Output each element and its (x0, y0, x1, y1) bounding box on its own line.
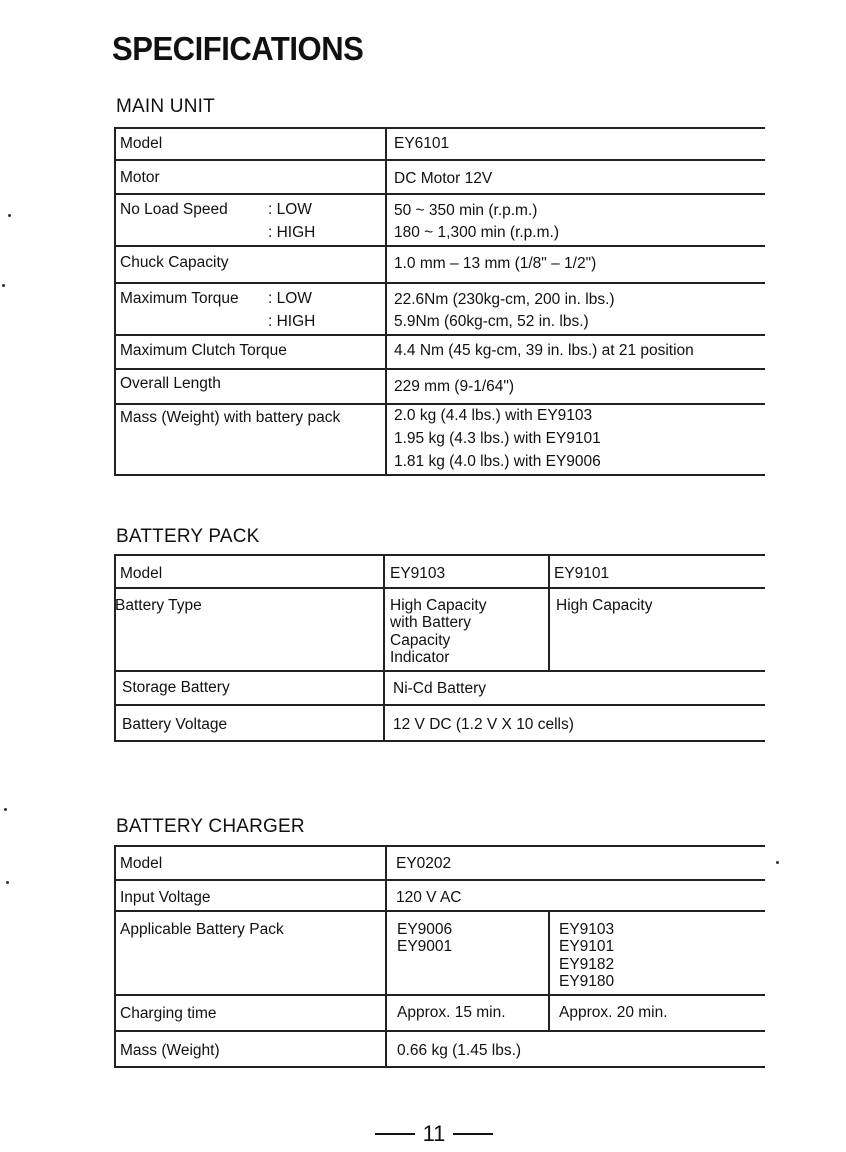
length-label: Overall Length (120, 375, 221, 392)
charging-b: Approx. 20 min. (559, 1004, 668, 1021)
mass-value: 1.95 kg (4.3 lbs.) with EY9101 (394, 430, 601, 447)
page-number (368, 1121, 500, 1147)
table-rule (383, 554, 385, 741)
speed-high-label: : HIGH (268, 224, 316, 241)
table-rule (114, 334, 765, 336)
model-label: Model (120, 135, 163, 152)
clutch-label: Maximum Clutch Torque (120, 342, 287, 359)
applicable-label: Applicable Battery Pack (120, 921, 284, 938)
table-rule (548, 554, 550, 671)
table-rule (114, 127, 116, 475)
storage-label: Storage Battery (122, 679, 230, 696)
charging-a: Approx. 15 min. (397, 1004, 506, 1021)
scan-mark (8, 214, 11, 217)
chuck-label: Chuck Capacity (120, 254, 229, 271)
voltage-value: 12 V DC (1.2 V X 10 cells) (393, 716, 574, 733)
speed-low-label: : LOW (268, 201, 312, 218)
page-number-text: 11 (422, 1121, 446, 1146)
battery-charger-heading: BATTERY CHARGER (116, 816, 305, 837)
battery-type-b: High Capacity (556, 597, 653, 614)
clutch-value: 4.4 Nm (45 kg-cm, 39 in. lbs.) at 21 position (394, 342, 694, 359)
speed-low-value: 50 ~ 350 min (r.p.m.) (394, 202, 538, 219)
battery-type-a: High Capacity (390, 597, 487, 614)
scan-mark (2, 284, 5, 287)
length-value: 229 mm (9-1/64") (394, 378, 515, 395)
table-rule (114, 368, 765, 370)
input-voltage-value: 120 V AC (396, 889, 462, 906)
battery-model-label: Model (120, 565, 163, 582)
torque-low-label: : LOW (268, 290, 312, 307)
charger-mass-value: 0.66 kg (1.45 lbs.) (397, 1042, 522, 1059)
table-rule (114, 1066, 765, 1068)
torque-low-value: 22.6Nm (230kg-cm, 200 in. lbs.) (394, 291, 615, 308)
charger-model-value: EY0202 (396, 855, 452, 872)
applicable-b: EY9101 (559, 938, 615, 955)
table-rule (114, 845, 116, 1067)
main-unit-heading: MAIN UNIT (116, 96, 215, 117)
battery-type-a: with Battery (390, 614, 471, 631)
table-rule (114, 587, 765, 589)
scan-mark (776, 861, 779, 864)
charging-label: Charging time (120, 1005, 217, 1022)
applicable-b: EY9182 (559, 956, 615, 973)
charger-model-label: Model (120, 855, 163, 872)
table-rule (114, 282, 765, 284)
model-value: EY6101 (394, 135, 450, 152)
mass-value: 1.81 kg (4.0 lbs.) with EY9006 (394, 453, 601, 470)
dash-right (453, 1133, 493, 1135)
applicable-b: EY9103 (559, 921, 615, 938)
table-rule (548, 910, 550, 1031)
battery-model-b: EY9101 (554, 565, 610, 582)
battery-type-a: Capacity (390, 632, 451, 649)
table-rule (114, 403, 765, 405)
motor-value: DC Motor 12V (394, 170, 493, 187)
input-voltage-label: Input Voltage (120, 889, 211, 906)
mass-value: 2.0 kg (4.4 lbs.) with EY9103 (394, 407, 593, 424)
table-rule (114, 910, 765, 912)
speed-label: No Load Speed (120, 201, 228, 218)
dash-left (375, 1133, 415, 1135)
table-rule (114, 704, 765, 706)
table-rule (114, 1030, 765, 1032)
table-rule (114, 245, 765, 247)
table-rule (114, 740, 765, 742)
table-rule (114, 554, 116, 741)
battery-pack-heading: BATTERY PACK (116, 526, 260, 547)
table-rule (114, 193, 765, 195)
table-rule (114, 554, 765, 556)
applicable-b: EY9180 (559, 973, 615, 990)
chuck-value: 1.0 mm – 13 mm (1/8" – 1/2") (394, 255, 597, 272)
torque-high-label: : HIGH (268, 313, 316, 330)
storage-value: Ni-Cd Battery (393, 680, 487, 697)
torque-high-value: 5.9Nm (60kg-cm, 52 in. lbs.) (394, 313, 589, 330)
page-title: SPECIFICATIONS (112, 30, 364, 67)
speed-high-value: 180 ~ 1,300 min (r.p.m.) (394, 224, 559, 241)
scan-mark (6, 881, 9, 884)
table-rule (114, 845, 765, 847)
table-rule (114, 879, 765, 881)
mass-label: Mass (Weight) with battery pack (120, 409, 341, 426)
applicable-a: EY9001 (397, 938, 453, 955)
table-rule (114, 994, 765, 996)
table-rule (114, 127, 765, 129)
motor-label: Motor (120, 169, 160, 186)
table-rule (114, 670, 765, 672)
table-rule (385, 127, 387, 475)
charger-mass-label: Mass (Weight) (120, 1042, 220, 1059)
table-rule (385, 845, 387, 1067)
table-rule (114, 474, 765, 476)
applicable-a: EY9006 (397, 921, 453, 938)
torque-label: Maximum Torque (120, 290, 239, 307)
voltage-label: Battery Voltage (122, 716, 228, 733)
battery-type-label: Battery Type (115, 597, 202, 614)
table-rule (114, 159, 765, 161)
battery-type-a: Indicator (390, 649, 450, 666)
battery-model-a: EY9103 (390, 565, 446, 582)
scan-mark (4, 808, 7, 811)
